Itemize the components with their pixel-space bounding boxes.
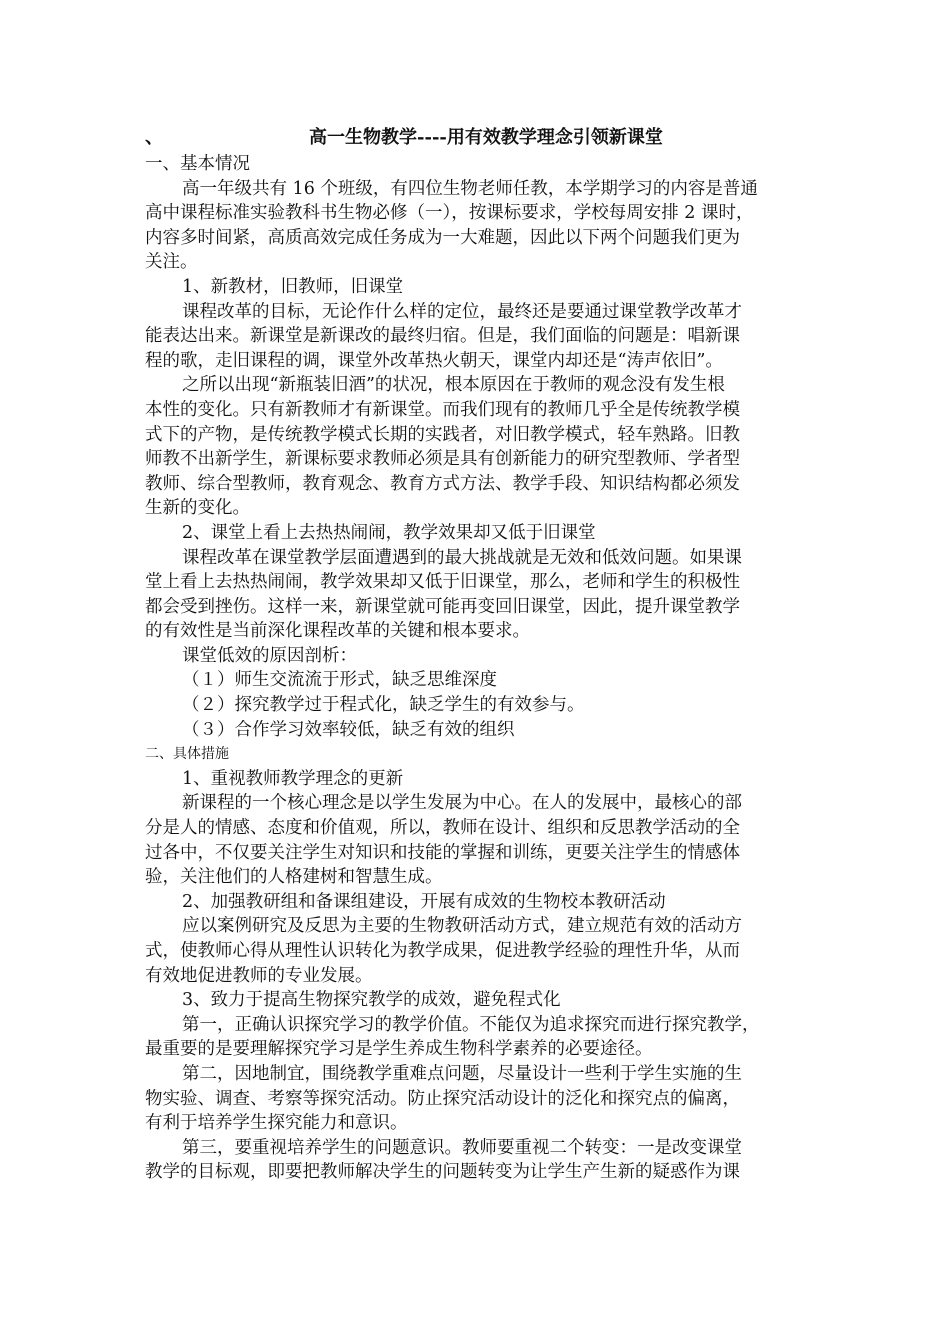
document-body: [145, 124, 805, 1185]
text-line: 教学的目标观，即要把教师解决学生的问题转变为让学生产生新的疑惑作为课: [145, 1162, 740, 1183]
text-line: 新课程的一个核心理念是以学生发展为中心。在人的发展中，最核心的部: [182, 793, 742, 814]
text-line: 第一，正确认识探究学习的教学价值。不能仅为追求探究而进行探究教学，: [182, 1014, 760, 1035]
text-line: （３）合作学习效率较低，缺乏有效的组织: [182, 719, 515, 740]
text-line: 3、致力于提高生物探究教学的成效，避免程式化: [182, 990, 561, 1011]
text-line: 第三，要重视培养学生的问题意识。教师要重视二个转变：一是改变课堂: [182, 1137, 742, 1158]
text-line: 分是人的情感、态度和价值观，所以，教师在设计、组织和反思教学活动的全: [145, 818, 740, 839]
text-line: 课程改革的目标，无论作什么样的定位，最终还是要通过课堂教学改革才: [182, 301, 742, 322]
text-line: 之所以出现“新瓶装旧酒”的状况，根本原因在于教师的观念没有发生根: [182, 375, 725, 396]
text-line: 一、基本情况: [145, 154, 250, 174]
text-line: 验，关注他们的人格建树和智慧生成。: [145, 867, 443, 888]
text-line: 生新的变化。: [145, 498, 250, 519]
text-line: 二、具体措施: [145, 746, 229, 763]
text-line: 最重要的是要理解探究学习是学生养成生物科学素养的必要途径。: [145, 1039, 653, 1060]
text-line: 第二，因地制宜，围绕教学重难点问题，尽量设计一些利于学生实施的生: [182, 1063, 742, 1084]
text-line: 高中课程标准实验教科书生物必修（一），按课标要求，学校每周安排 2 课时，: [145, 203, 754, 224]
text-line: 有利于培养学生探究能力和意识。: [145, 1113, 408, 1134]
text-line: 2、课堂上看上去热热闹闹，教学效果却又低于旧课堂: [182, 522, 596, 543]
text-line: 式下的产物，是传统教学模式长期的实践者，对旧教学模式，轻车熟路。旧教: [145, 424, 740, 445]
text-line: 教师、综合型教师，教育观念、教育方式方法、教学手段、知识结构都必须发: [145, 473, 740, 494]
text-line: 师教不出新学生，新课标要求教师必须是具有创新能力的研究型教师、学者型: [145, 449, 740, 470]
text-line: 有效地促进教师的专业发展。: [145, 965, 373, 986]
text-line: 1、新教材，旧教师，旧课堂: [182, 276, 404, 297]
document-lines: [145, 152, 805, 1185]
text-line: 课程改革在课堂教学层面遭遇到的最大挑战就是无效和低效问题。如果课: [182, 547, 742, 568]
text-line: 本性的变化。只有新教师才有新课堂。而我们现有的教师几乎全是传统教学模: [145, 399, 740, 420]
text-line: 过各中，不仅要关注学生对知识和技能的掌握和训练，更要关注学生的情感体: [145, 842, 740, 863]
document-title: 高一生物教学----用有效教学理念引领新课堂: [309, 127, 663, 148]
text-line: 关注。: [145, 252, 198, 273]
text-line: 2、加强教研组和备课组建设，开展有成效的生物校本教研活动: [182, 891, 666, 912]
title-mark: 、: [145, 127, 163, 148]
text-line: 都会受到挫伤。这样一来，新课堂就可能再变回旧课堂，因此，提升课堂教学: [145, 596, 740, 617]
text-line: 1、重视教师教学理念的更新: [182, 768, 404, 789]
document-title-row: [145, 124, 805, 152]
text-line: 能表达出来。新课堂是新课改的最终归宿。但是，我们面临的问题是：唱新课: [145, 326, 740, 347]
text-line: 堂上看上去热热闹闹，教学效果却又低于旧课堂，那么，老师和学生的积极性: [145, 572, 740, 593]
text-line: 物实验、调查、考察等探究活动。防止探究活动设计的泛化和探究点的偏离，: [145, 1088, 740, 1109]
text-line: 的有效性是当前深化课程改革的关键和根本要求。: [145, 621, 530, 642]
text-line: 式，使教师心得从理性认识转化为教学成果，促进教学经验的理性升华，从而: [145, 941, 740, 961]
text-line: 应以案例研究及反思为主要的生物教研活动方式，建立规范有效的活动方: [182, 916, 742, 937]
text-line: 高一年级共有 16 个班级，有四位生物老师任教，本学期学习的内容是普通: [182, 178, 758, 199]
text-line: （２）探究教学过于程式化，缺乏学生的有效参与。: [182, 695, 585, 716]
text-line: 程的歌，走旧课程的调，课堂外改革热火朝天，课堂内却还是“涛声依旧”。: [145, 350, 723, 371]
text-line: 内容多时间紧，高质高效完成任务成为一大难题，因此以下两个问题我们更为: [145, 227, 740, 248]
text-line: （１）师生交流流于形式，缺乏思维深度: [182, 670, 497, 691]
text-line: 课堂低效的原因剖析：: [182, 645, 357, 666]
